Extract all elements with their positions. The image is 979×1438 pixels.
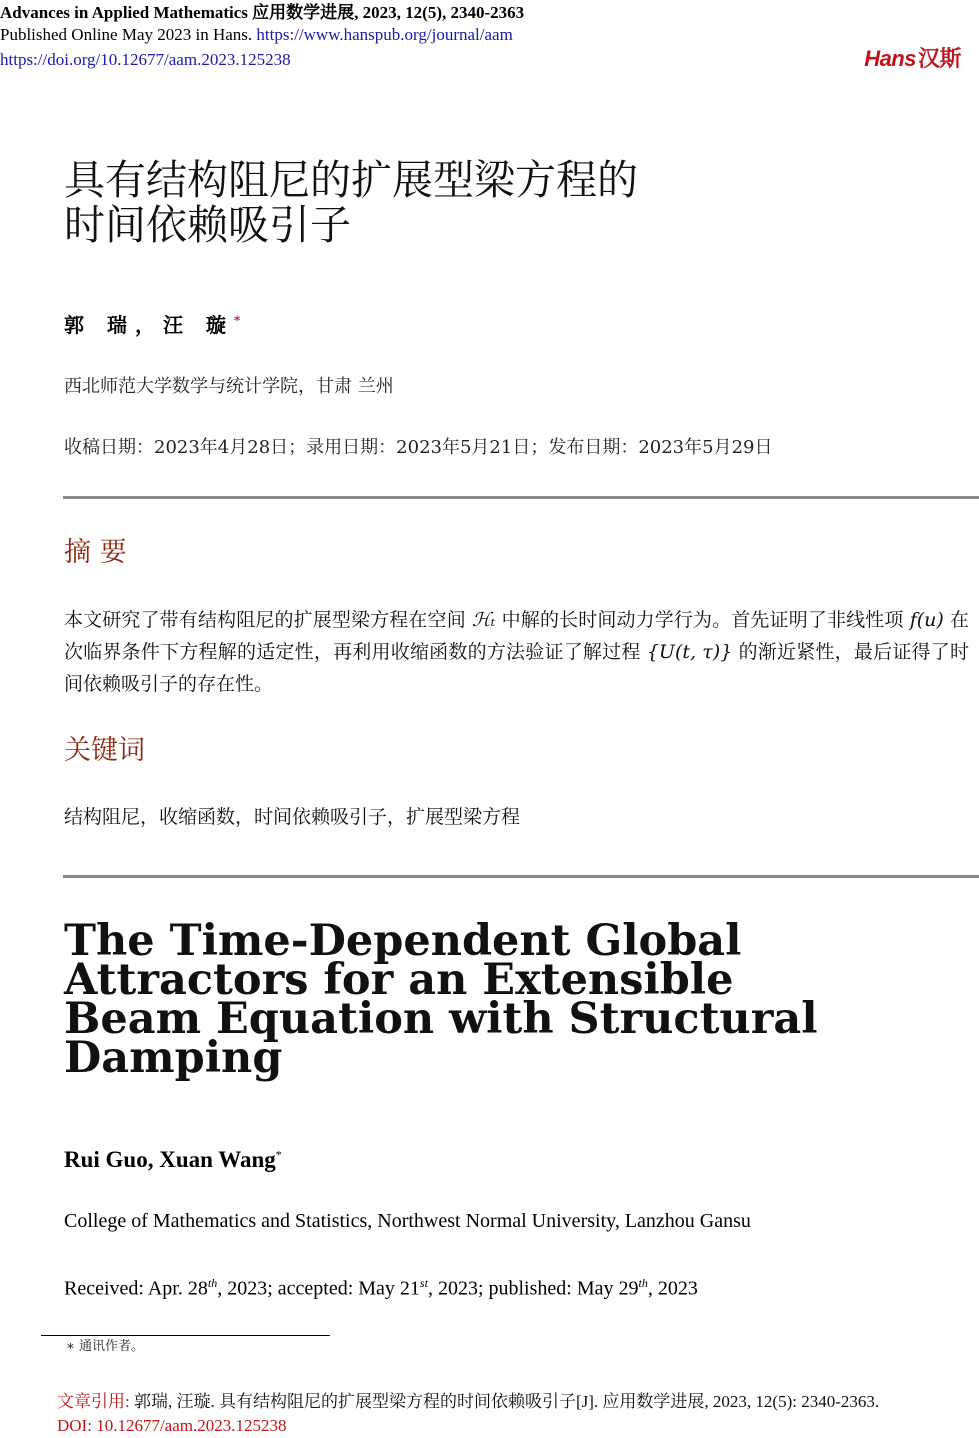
en-dates	[64, 1276, 698, 1301]
en-published: , 2023; published: May 29	[427, 1277, 639, 1300]
en-author-mark[interactable]: *	[275, 1147, 282, 1162]
abstract-heading: 摘 要	[64, 537, 127, 568]
abstract-part2: 中解的长时间动力学行为。首先证明了非线性项	[501, 609, 904, 631]
abstract-math-space: ℋₜ	[472, 609, 496, 631]
cn-dates: 收稿日期：2023年4月28日；录用日期：2023年5月21日；发布日期：2023年5月29日	[64, 437, 773, 458]
citation-line1	[57, 1390, 879, 1414]
cn-title-line1: 具有结构阻尼的扩展型梁方程的	[64, 156, 638, 204]
abstract-math-fu: f(u)	[909, 609, 944, 631]
en-accepted-sup: st	[419, 1276, 428, 1290]
footnote: ∗ 通讯作者。	[66, 1339, 144, 1354]
journal-link[interactable]: https://www.hanspub.org/journal/aam	[256, 25, 513, 44]
citation-text: 郭瑞, 汪璇. 具有结构阻尼的扩展型梁方程的时间依赖吸引子[J]. 应用数学进展, 2023, 12(5): 2340-2363.	[133, 1392, 880, 1411]
published-text: Published Online May 2023 in Hans.	[0, 25, 253, 44]
cn-title-line2: 时间依赖吸引子	[64, 201, 351, 249]
keywords-heading: 关键词	[64, 735, 145, 766]
en-title-line2: Attractors for an Extensible	[64, 955, 734, 1005]
en-published-sup: th	[638, 1276, 648, 1290]
citation-label: 文章引用:	[57, 1392, 130, 1411]
cn-title	[64, 158, 638, 248]
keywords-text: 结构阻尼，收缩函数，时间依赖吸引子，扩展型梁方程	[64, 806, 521, 828]
cn-affiliation: 西北师范大学数学与统计学院，甘肃 兰州	[64, 376, 394, 397]
en-year-end: , 2023	[647, 1277, 698, 1300]
journal-line: Advances in Applied Mathematics 应用数学进展, 2023, 12(5), 2340-2363	[0, 3, 525, 22]
citation	[57, 1390, 879, 1438]
logo-text: Hans	[864, 46, 916, 71]
en-title-line4: Damping	[64, 1033, 283, 1083]
doi-line	[0, 47, 291, 72]
logo-cn: 汉斯	[917, 46, 961, 71]
en-received-sup: th	[207, 1276, 218, 1290]
cn-author-mark[interactable]: *	[233, 313, 241, 328]
en-title-line1: The Time-Dependent Global	[64, 916, 742, 966]
en-title-line3: Beam Equation with Structural	[64, 994, 818, 1044]
abstract-text	[64, 604, 969, 700]
en-received: Received: Apr. 28	[64, 1277, 208, 1300]
en-authors	[64, 1147, 282, 1173]
citation-doi[interactable]: DOI: 10.12677/aam.2023.125238	[57, 1416, 287, 1435]
abstract-part1: 本文研究了带有结构阻尼的扩展型梁方程在空间	[64, 609, 466, 631]
en-title	[64, 916, 964, 1083]
divider-top	[63, 496, 979, 499]
published-line	[0, 22, 513, 47]
cn-authors	[64, 309, 240, 338]
abstract-part4: 的渐近紧性，最后证得了时间依赖吸引子的存在性。	[64, 641, 969, 695]
doi-link[interactable]: https://doi.org/10.12677/aam.2023.125238	[0, 50, 291, 69]
en-authors-text: Rui Guo, Xuan Wang	[64, 1147, 276, 1172]
en-affiliation: College of Mathematics and Statistics, Northwest Normal University, Lanzhou Gansu	[64, 1210, 751, 1232]
abstract-part3: 在次临界条件下方程解的适定性，再利用收缩函数的方法验证了解过程	[64, 609, 969, 663]
en-accepted: , 2023; accepted: May 21	[217, 1277, 420, 1300]
cn-authors-text: 郭 瑞，汪 璇	[64, 313, 234, 337]
divider-bottom	[63, 875, 979, 878]
abstract-math-process: {U(t, τ)}	[646, 641, 733, 663]
hans-logo[interactable]	[864, 42, 961, 73]
